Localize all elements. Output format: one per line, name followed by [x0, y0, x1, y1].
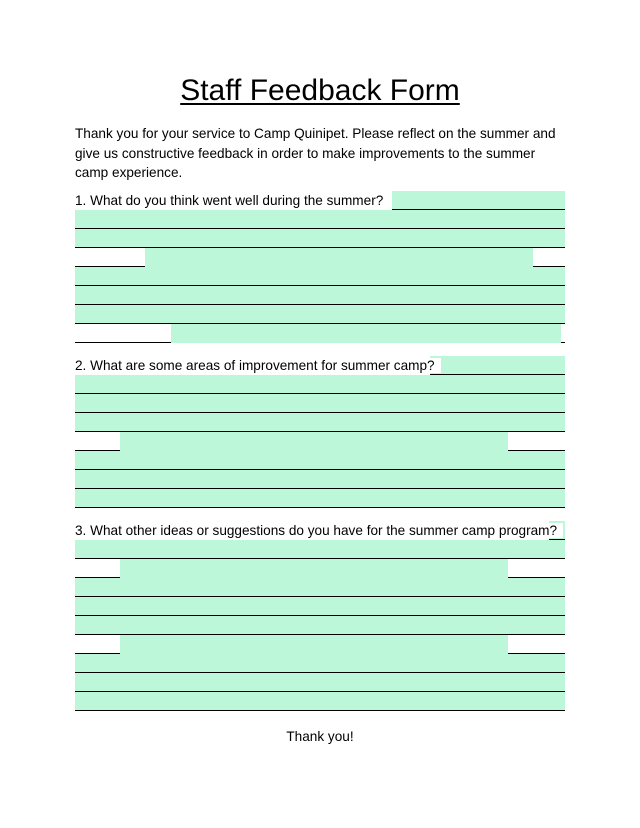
question-3-answer-line[interactable]	[75, 673, 565, 692]
question-1-answer-line[interactable]	[75, 305, 565, 324]
question-3-row	[75, 521, 565, 540]
question-3-answer-line[interactable]	[75, 540, 565, 559]
intro-paragraph: Thank you for your service to Camp Quinipet. Please reflect on the summer and give us constructive feedback in order to make improvements to the summer camp experience.	[75, 126, 556, 180]
question-1-answer-line[interactable]	[75, 324, 565, 343]
question-1-answer-line[interactable]	[75, 229, 565, 248]
question-1-answer-fill[interactable]	[171, 324, 561, 343]
closing-text: Thank you!	[286, 729, 354, 744]
question-3-answer-line[interactable]	[75, 578, 565, 597]
question-2-answer-line[interactable]	[75, 451, 565, 470]
question-1-answer-line[interactable]	[75, 286, 565, 305]
question-2-answer-line[interactable]	[75, 413, 565, 432]
question-1-answer-line[interactable]	[75, 267, 565, 286]
question-3-answer-fill[interactable]	[120, 559, 508, 578]
page-title: Staff Feedback Form	[180, 74, 460, 107]
question-3-answer-fill[interactable]	[120, 635, 508, 654]
question-1-answer-line[interactable]	[75, 248, 565, 267]
question-2-answer-line[interactable]	[75, 375, 565, 394]
question-1-answer-line[interactable]	[392, 191, 565, 210]
question-1-answer-line[interactable]	[75, 210, 565, 229]
question-2-answer-line[interactable]	[75, 489, 565, 508]
question-3-answer-line[interactable]	[75, 635, 565, 654]
question-2-answer-line[interactable]	[75, 432, 565, 451]
question-1-answer-fill[interactable]	[145, 248, 533, 267]
question-1-label: 1. What do you think went well during the summer?	[75, 193, 389, 208]
question-2-row	[75, 356, 565, 375]
question-3-label: 3. What other ideas or suggestions do you have for the summer camp program?	[75, 523, 563, 538]
question-3-answer-line[interactable]	[75, 559, 565, 578]
question-2-answer-fill[interactable]	[120, 432, 508, 451]
question-2-answer-line[interactable]	[430, 356, 565, 375]
question-1-row	[75, 191, 565, 210]
question-2-label: 2. What are some areas of improvement for summer camp?	[75, 358, 441, 373]
question-2-answer-line[interactable]	[75, 394, 565, 413]
question-3-answer-line[interactable]	[75, 692, 565, 711]
question-3-answer-line[interactable]	[75, 616, 565, 635]
question-2-answer-line[interactable]	[75, 470, 565, 489]
question-3-answer-line[interactable]	[75, 597, 565, 616]
question-3-answer-line[interactable]	[75, 654, 565, 673]
